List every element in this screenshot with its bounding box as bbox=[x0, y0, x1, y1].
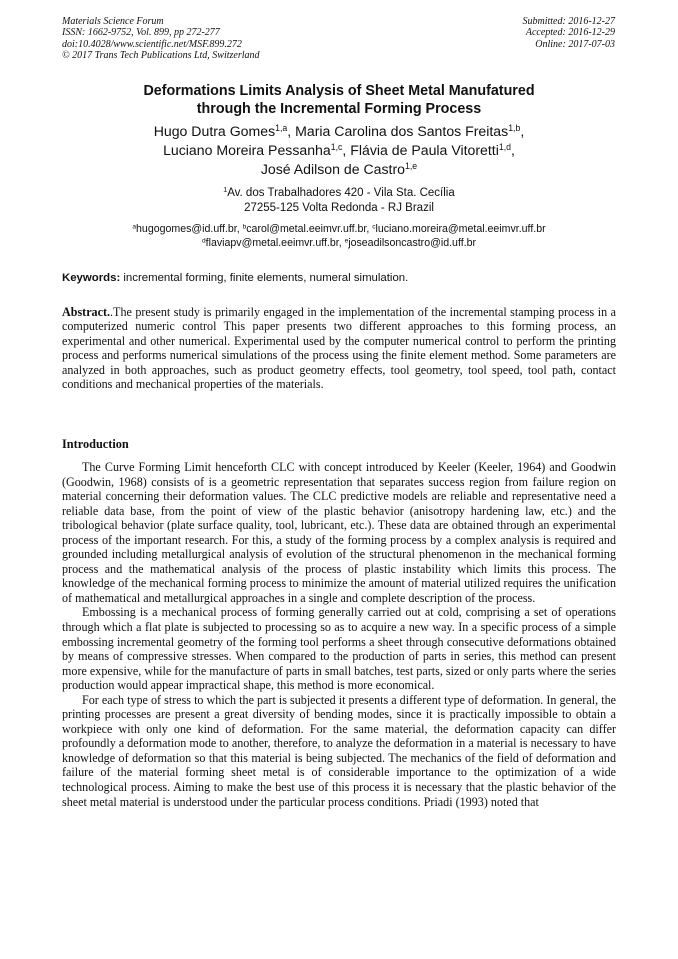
author-line: Hugo Dutra Gomes$^{1,a}$, Maria Carolina dos Santos Freitas$^{1,b}$, bbox=[153, 123, 525, 139]
affiliation-line: 27255-125 Volta Redonda - RJ Brazil bbox=[244, 202, 434, 214]
affiliation bbox=[62, 186, 616, 216]
paragraph: The Curve Forming Limit henceforth CLC with concept introduced by Keeler (Keeler, 1964) and Goodwin (Goodwin, 1968) consists of is a geometric representation that separates success region from failure region on material concerning their deformation values. The CLC predictive models are reliable and representative need a reliable data base, from the point of view of the plastic behavior (anisotropy hardening law, etc.) and the tribological behavior (plate surface quality, tool, lubricant, etc.). These data are obtained through an experimental process of the important research. For this, a study of the forming process by a complex analysis is required and grounded including metallurgical analysis of evolution of the structural phenomenon in the mechanical forming process and the mathematical analysis of the process of plastic instability which limits this process. The knowledge of the mechanical forming process to minimize the amount of material utilized requires the unification of mathematical and metallurgical approaches in a single and complete description of the process. bbox=[62, 460, 616, 605]
keywords-text: incremental forming, finite elements, numeral simulation. bbox=[120, 272, 409, 284]
author-affiliation-mark: 1,c bbox=[330, 142, 343, 153]
email-address: hugogomes@id.uff.br bbox=[136, 223, 237, 235]
email-mark: b bbox=[242, 223, 247, 231]
author-emails bbox=[62, 222, 616, 250]
submitted-date: Submitted: 2016-12-27 bbox=[522, 16, 615, 27]
email-address: joseadilsoncastro@id.uff.br bbox=[348, 237, 476, 249]
author-list bbox=[62, 122, 616, 179]
abstract bbox=[62, 305, 616, 392]
author-affiliation-mark: 1,a bbox=[275, 123, 288, 134]
accepted-date: Accepted: 2016-12-29 bbox=[525, 27, 615, 39]
affiliation-line bbox=[62, 186, 616, 201]
author-name: Maria Carolina dos Santos Freitas bbox=[295, 123, 509, 139]
email-address: luciano.moreira@metal.eeimvr.uff.br bbox=[375, 223, 546, 235]
author-line bbox=[62, 160, 616, 179]
introduction-body bbox=[62, 460, 616, 809]
paragraph: Embossing is a mechanical process of forming generally carried out at cold, comprising a set of operations through which a flat plate is subjected to processing so as to acquire a new way. In a specific process of a simple embossing incremental geometry of the forming tool performs a sheet through consecutive deformations obtained by means of compressive stresses. When compared to the production of parts in series, this method can present more expensive, while for the manufacture of parts in small batches, test parts, sized or only parts where the series production would appear impractical shape, this method is more economical. bbox=[62, 605, 616, 693]
author-affiliation-mark: 1,d bbox=[498, 142, 511, 153]
abstract-text: .The present study is primarily engaged in the implementation of the incremental stamping process in a computerized numeric control This paper presents two different approaches to this forming process, an experimental and other numerical. Experimental used by the computer numerical control to perform the printing process and performs numerical simulations of the process using the finite element method. Some parameters are analyzed in both approaches, such as product geometry effects, tool geometry, tool speed, tool path, contact conditions and mechanical properties of the materials. bbox=[62, 305, 616, 392]
abstract-label: Abstract. bbox=[62, 305, 111, 319]
email-line: $^a$hugogomes@id.uff.br, $^b$carol@metal.eeimvr.uff.br, $^c$luciano.moreira@metal.eeimvr.uff.br bbox=[132, 223, 546, 235]
journal-name: Materials Science Forum bbox=[62, 16, 164, 27]
email-mark: a bbox=[132, 223, 137, 231]
affiliation-mark: 1 bbox=[223, 186, 228, 195]
email-mark: d bbox=[202, 237, 206, 245]
author-name: José Adilson de Castro bbox=[260, 161, 405, 177]
paragraph: For each type of stress to which the part is subjected it presents a different type of deformation. In general, the printing processes are present a great diversity of bending modes, since it is practically impossible to obtain a workpiece with only one kind of deformation. For the same material, the deformation capacity can differ profoundly a deformation mode to another, therefore, to analyze the deformation in a material is necessary to have knowledge of deformation so that this material is being subjected. The mechanics of the field of deformation and failure of the material forming sheet metal is of considerable importance to the optimization of a wide technological process. Aiming to make the best use of this process it is necessary that the plastic behavior of the sheet metal material is understood under the particular process conditions. Priadi (1993) noted that bbox=[62, 692, 616, 809]
copyright: © 2017 Trans Tech Publications Ltd, Switzerland bbox=[62, 49, 260, 61]
title-line: through the Incremental Forming Process bbox=[196, 101, 482, 117]
author-affiliation-mark: 1,b bbox=[508, 123, 521, 134]
email-address: carol@metal.eeimvr.uff.br bbox=[246, 223, 367, 235]
author-name: Luciano Moreira Pessanha bbox=[163, 142, 331, 158]
title-line: Deformations Limits Analysis of Sheet Metal Manufatured bbox=[143, 83, 535, 99]
author-affiliation-mark: 1,e bbox=[405, 161, 418, 172]
author-line: Luciano Moreira Pessanha$^{1,c}$, Flávia de Paula Vitoretti$^{1,d}$, bbox=[163, 142, 515, 158]
keywords bbox=[62, 271, 616, 285]
email-address: flaviapv@metal.eeimvr.uff.br bbox=[205, 237, 339, 249]
email-mark: e bbox=[344, 237, 349, 245]
doi: doi:10.4028/www.scientific.net/MSF.899.272 bbox=[62, 38, 242, 50]
issn-volume: ISSN: 1662-9752, Vol. 899, pp 272-277 bbox=[62, 27, 220, 39]
journal-header-left bbox=[62, 16, 260, 61]
keywords-label: Keywords: bbox=[62, 272, 121, 284]
author-name: Flávia de Paula Vitoretti bbox=[350, 142, 499, 158]
author-name: Hugo Dutra Gomes bbox=[153, 123, 276, 139]
online-date: Online: 2017-07-03 bbox=[535, 38, 615, 50]
paper-title bbox=[62, 82, 616, 118]
email-line: $^d$flaviapv@metal.eeimvr.uff.br, $^e$joseadilsoncastro@id.uff.br bbox=[202, 237, 476, 249]
section-heading-introduction: Introduction bbox=[62, 437, 129, 451]
affiliation-address: Av. dos Trabalhadores 420 - Vila Sta. Cecília bbox=[227, 187, 455, 199]
email-mark: c bbox=[372, 223, 376, 231]
journal-header-right bbox=[523, 16, 616, 50]
